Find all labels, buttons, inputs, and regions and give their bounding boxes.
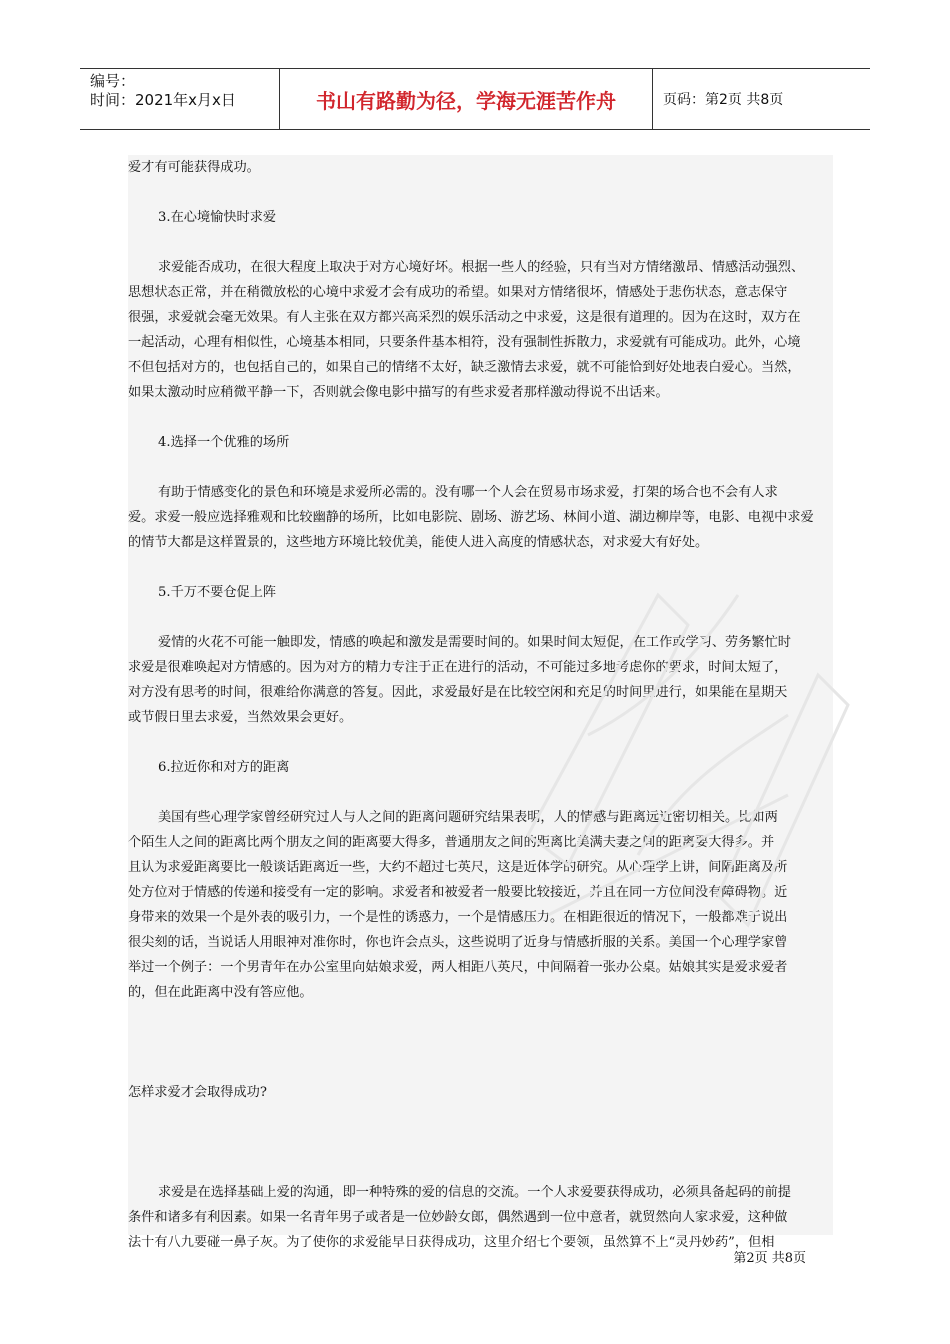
body-line: 求爱是很难唤起对方情感的。因为对方的精力专注于正在进行的活动，不可能过多地考虑你的要求，时间太短了， xyxy=(128,660,788,675)
body-line xyxy=(128,1055,833,1080)
document-time-label: 时间：2021年x月x日 xyxy=(90,91,236,109)
body-line: 爱情的火花不可能一触即发，情感的唤起和激发是需要时间的。如果时间太短促，在工作或学习、劳务繁忙时 xyxy=(158,635,791,650)
body-line: 如果太激动时应稍微平静一下，否则就会像电影中描写的有些求爱者那样激动得说不出话来。 xyxy=(128,385,669,400)
body-line xyxy=(128,180,833,205)
body-line: 条件和诸多有利因素。如果一名青年男子或者是一位妙龄女郎，偶然遇到一位中意者，就贸然向人家求爱，这种做 xyxy=(128,1210,788,1225)
body-line: 爱才有可能获得成功。 xyxy=(128,160,260,175)
body-line: 举过一个例子：一个男青年在办公室里向姑娘求爱，两人相距八英尺，中间隔着一张办公桌。姑娘其实是爱求爱者 xyxy=(128,960,788,975)
footer-page-number: 第2页 共8页 xyxy=(733,1251,806,1266)
body-line: 处方位对于情感的传递和接受有一定的影响。求爱者和被爱者一般要比较接近，并且在同一方位间没有障碍物。近 xyxy=(128,885,788,900)
body-line: 或节假日里去求爱，当然效果会更好。 xyxy=(128,710,353,725)
body-line: 个陌生人之间的距离比两个朋友之间的距离要大得多，普通朋友之间的距离比美满夫妻之间的距离要大得多。并 xyxy=(128,835,775,850)
body-line: 爱。求爱一般应选择雅观和比较幽静的场所，比如电影院、剧场、游艺场、林间小道、湖边柳岸等，电影、电视中求爱 xyxy=(128,510,814,525)
body-line xyxy=(128,1130,833,1155)
body-line: 思想状态正常，并在稍微放松的心境中求爱才会有成功的希望。如果对方情绪很坏，情感处于悲伤状态，意志保守 xyxy=(128,285,788,300)
body-line: 且认为求爱距离要比一般谈话距离近一些，大约不超过七英尺，这是近体学的研究。从心理学上讲，间隔距离及所 xyxy=(128,860,788,875)
header-page-number: 页码：第2页 共8页 xyxy=(663,92,784,108)
body-line: 有助于情感变化的景色和环境是求爱所必需的。没有哪一个人会在贸易市场求爱，打架的场合也不会有人求 xyxy=(158,485,778,500)
page-header xyxy=(80,68,870,130)
body-line: 4.选择一个优雅的场所 xyxy=(158,435,290,450)
body-line: 的，但在此距离中没有答应他。 xyxy=(128,985,313,1000)
body-line: 求爱是在选择基础上爱的沟通，即一种特殊的爱的信息的交流。一个人求爱要获得成功，必须具备起码的前提 xyxy=(158,1185,791,1200)
header-motto: 书山有路勤为径，学海无涯苦作舟 xyxy=(280,69,653,129)
document-body xyxy=(128,155,833,1250)
body-line: 美国有些心理学家曾经研究过人与人之间的距离问题研究结果表明，人的情感与距离远近密切相关。比如两 xyxy=(158,810,778,825)
body-line: 怎样求爱才会取得成功? xyxy=(128,1085,267,1100)
body-line: 的情节大都是这样置景的，这些地方环境比较优美，能使人进入高度的情感状态，对求爱大有好处。 xyxy=(128,535,709,550)
body-line: 一起活动，心理有相似性，心境基本相同，只要条件基本相符，没有强制性拆散力，求爱就有可能成功。此外，心境 xyxy=(128,335,801,350)
header-meta xyxy=(80,69,280,129)
body-line xyxy=(128,455,833,480)
body-line xyxy=(128,405,833,430)
body-line: 身带来的效果一个是外表的吸引力，一个是性的诱惑力，一个是情感压力。在相距很近的情况下，一般都难于说出 xyxy=(128,910,788,925)
body-line: 5.千万不要仓促上阵 xyxy=(158,585,277,600)
watermark-stamp xyxy=(488,535,908,955)
body-line xyxy=(128,1105,833,1130)
body-line: 很强，求爱就会毫无效果。有人主张在双方都兴高采烈的娱乐活动之中求爱，这是很有道理的。因为在这时，双方在 xyxy=(128,310,801,325)
document-number-label: 编号： xyxy=(90,72,136,90)
body-line: 3.在心境愉快时求爱 xyxy=(158,210,277,225)
body-line xyxy=(128,1155,833,1180)
body-line xyxy=(128,1030,833,1055)
body-line: 求爱能否成功，在很大程度上取决于对方心境好坏。根据一些人的经验，只有当对方情绪激昂、情感活动强烈、 xyxy=(158,260,805,275)
body-line: 对方没有思考的时间，很难给你满意的答复。因此，求爱最好是在比较空闲和充足的时间里进行，如果能在星期天 xyxy=(128,685,788,700)
body-line xyxy=(128,1005,833,1030)
body-line: 6.拉近你和对方的距离 xyxy=(158,760,290,775)
body-line: 很尖刻的话，当说话人用眼神对准你时，你也许会点头，这些说明了近身与情感折服的关系。美国一个心理学家曾 xyxy=(128,935,788,950)
body-line xyxy=(128,230,833,255)
body-line: 法十有八九要碰一鼻子灰。为了使你的求爱能早日获得成功，这里介绍七个要领，虽然算不上“灵丹妙药”，但相 xyxy=(128,1235,775,1250)
body-line: 不但包括对方的，也包括自己的，如果自己的情绪不太好，缺乏激情去求爱，就不可能恰到好处地表白爱心。当然， xyxy=(128,360,801,375)
